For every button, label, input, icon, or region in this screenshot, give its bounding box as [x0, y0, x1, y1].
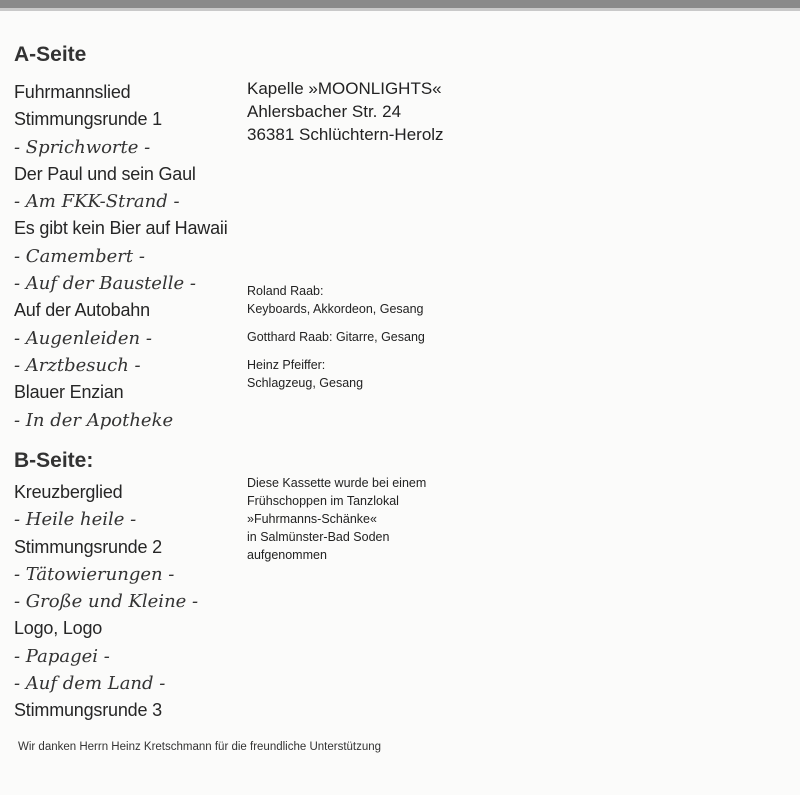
credit-heinz-role: Schlagzeug, Gesang	[247, 376, 364, 390]
song-title: Kreuzberglied	[14, 482, 123, 502]
song-title: Der Paul und sein Gaul	[14, 163, 196, 184]
address-band-name: Kapelle »MOONLIGHTS«	[247, 79, 442, 98]
credit-gotthard-raab	[247, 328, 425, 346]
credit-roland-role: Keyboards, Akkordeon, Gesang	[247, 302, 424, 316]
sketch-title: - Am FKK-Strand -	[14, 191, 180, 213]
recording-note	[247, 474, 426, 564]
sketch-title: - Auf der Baustelle -	[14, 273, 196, 295]
song-title: Stimmungsrunde 3	[14, 700, 162, 721]
song-title: Blauer Enzian	[14, 382, 124, 403]
song-title: Stimmungsrunde 2	[14, 536, 162, 557]
scan-edge-band	[0, 0, 800, 8]
sketch-title: - Augenleiden -	[14, 327, 152, 349]
note-line: aufgenommen	[247, 548, 327, 562]
song-title: Es gibt kein Bier auf Hawaii	[14, 218, 228, 239]
note-line: in Salmünster-Bad Soden	[247, 530, 390, 544]
credit-heinz-pfeiffer	[247, 356, 363, 392]
song-title: Logo, Logo	[14, 618, 103, 639]
note-line: Frühschoppen im Tanzlokal	[247, 494, 399, 508]
credit-heinz-name: Heinz Pfeiffer:	[247, 358, 326, 372]
credit-roland-name: Roland Raab:	[247, 284, 324, 298]
song-title: Stimmungsrunde 1	[14, 109, 162, 130]
side-a-track-list	[14, 79, 228, 434]
address-city: 36381 Schlüchtern-Herolz	[247, 125, 444, 144]
sketch-title: - In der Apotheke	[14, 409, 174, 431]
song-title: Auf der Autobahn	[14, 300, 150, 321]
sketch-title: - Arztbesuch -	[14, 354, 141, 376]
sketch-title: - Sprichworte -	[14, 136, 151, 158]
song-title: Fuhrmannslied	[14, 82, 131, 102]
sketch-title: - Papagei -	[14, 645, 110, 667]
acknowledgement-footer: Wir danken Herrn Heinz Kretschmann für die freundliche Unterstützung	[18, 741, 382, 753]
sketch-title: - Camembert -	[14, 245, 145, 267]
address-street: Ahlersbacher Str. 24	[247, 102, 402, 121]
sketch-title: - Große und Kleine -	[14, 591, 199, 613]
note-line: »Fuhrmanns-Schänke«	[247, 512, 377, 526]
credit-roland-raab	[247, 282, 424, 318]
side-a-heading: A-Seite	[14, 43, 87, 66]
side-b-heading: B-Seite:	[14, 449, 94, 472]
band-address	[247, 77, 444, 146]
side-b-track-list	[14, 479, 198, 725]
note-line: Diese Kassette wurde bei einem	[247, 476, 427, 490]
sketch-title: - Auf dem Land -	[14, 673, 166, 695]
credit-gotthard-text: Gotthard Raab: Gitarre, Gesang	[247, 330, 425, 344]
sketch-title: - Heile heile -	[14, 509, 137, 531]
sketch-title: - Tätowierungen -	[14, 563, 175, 585]
